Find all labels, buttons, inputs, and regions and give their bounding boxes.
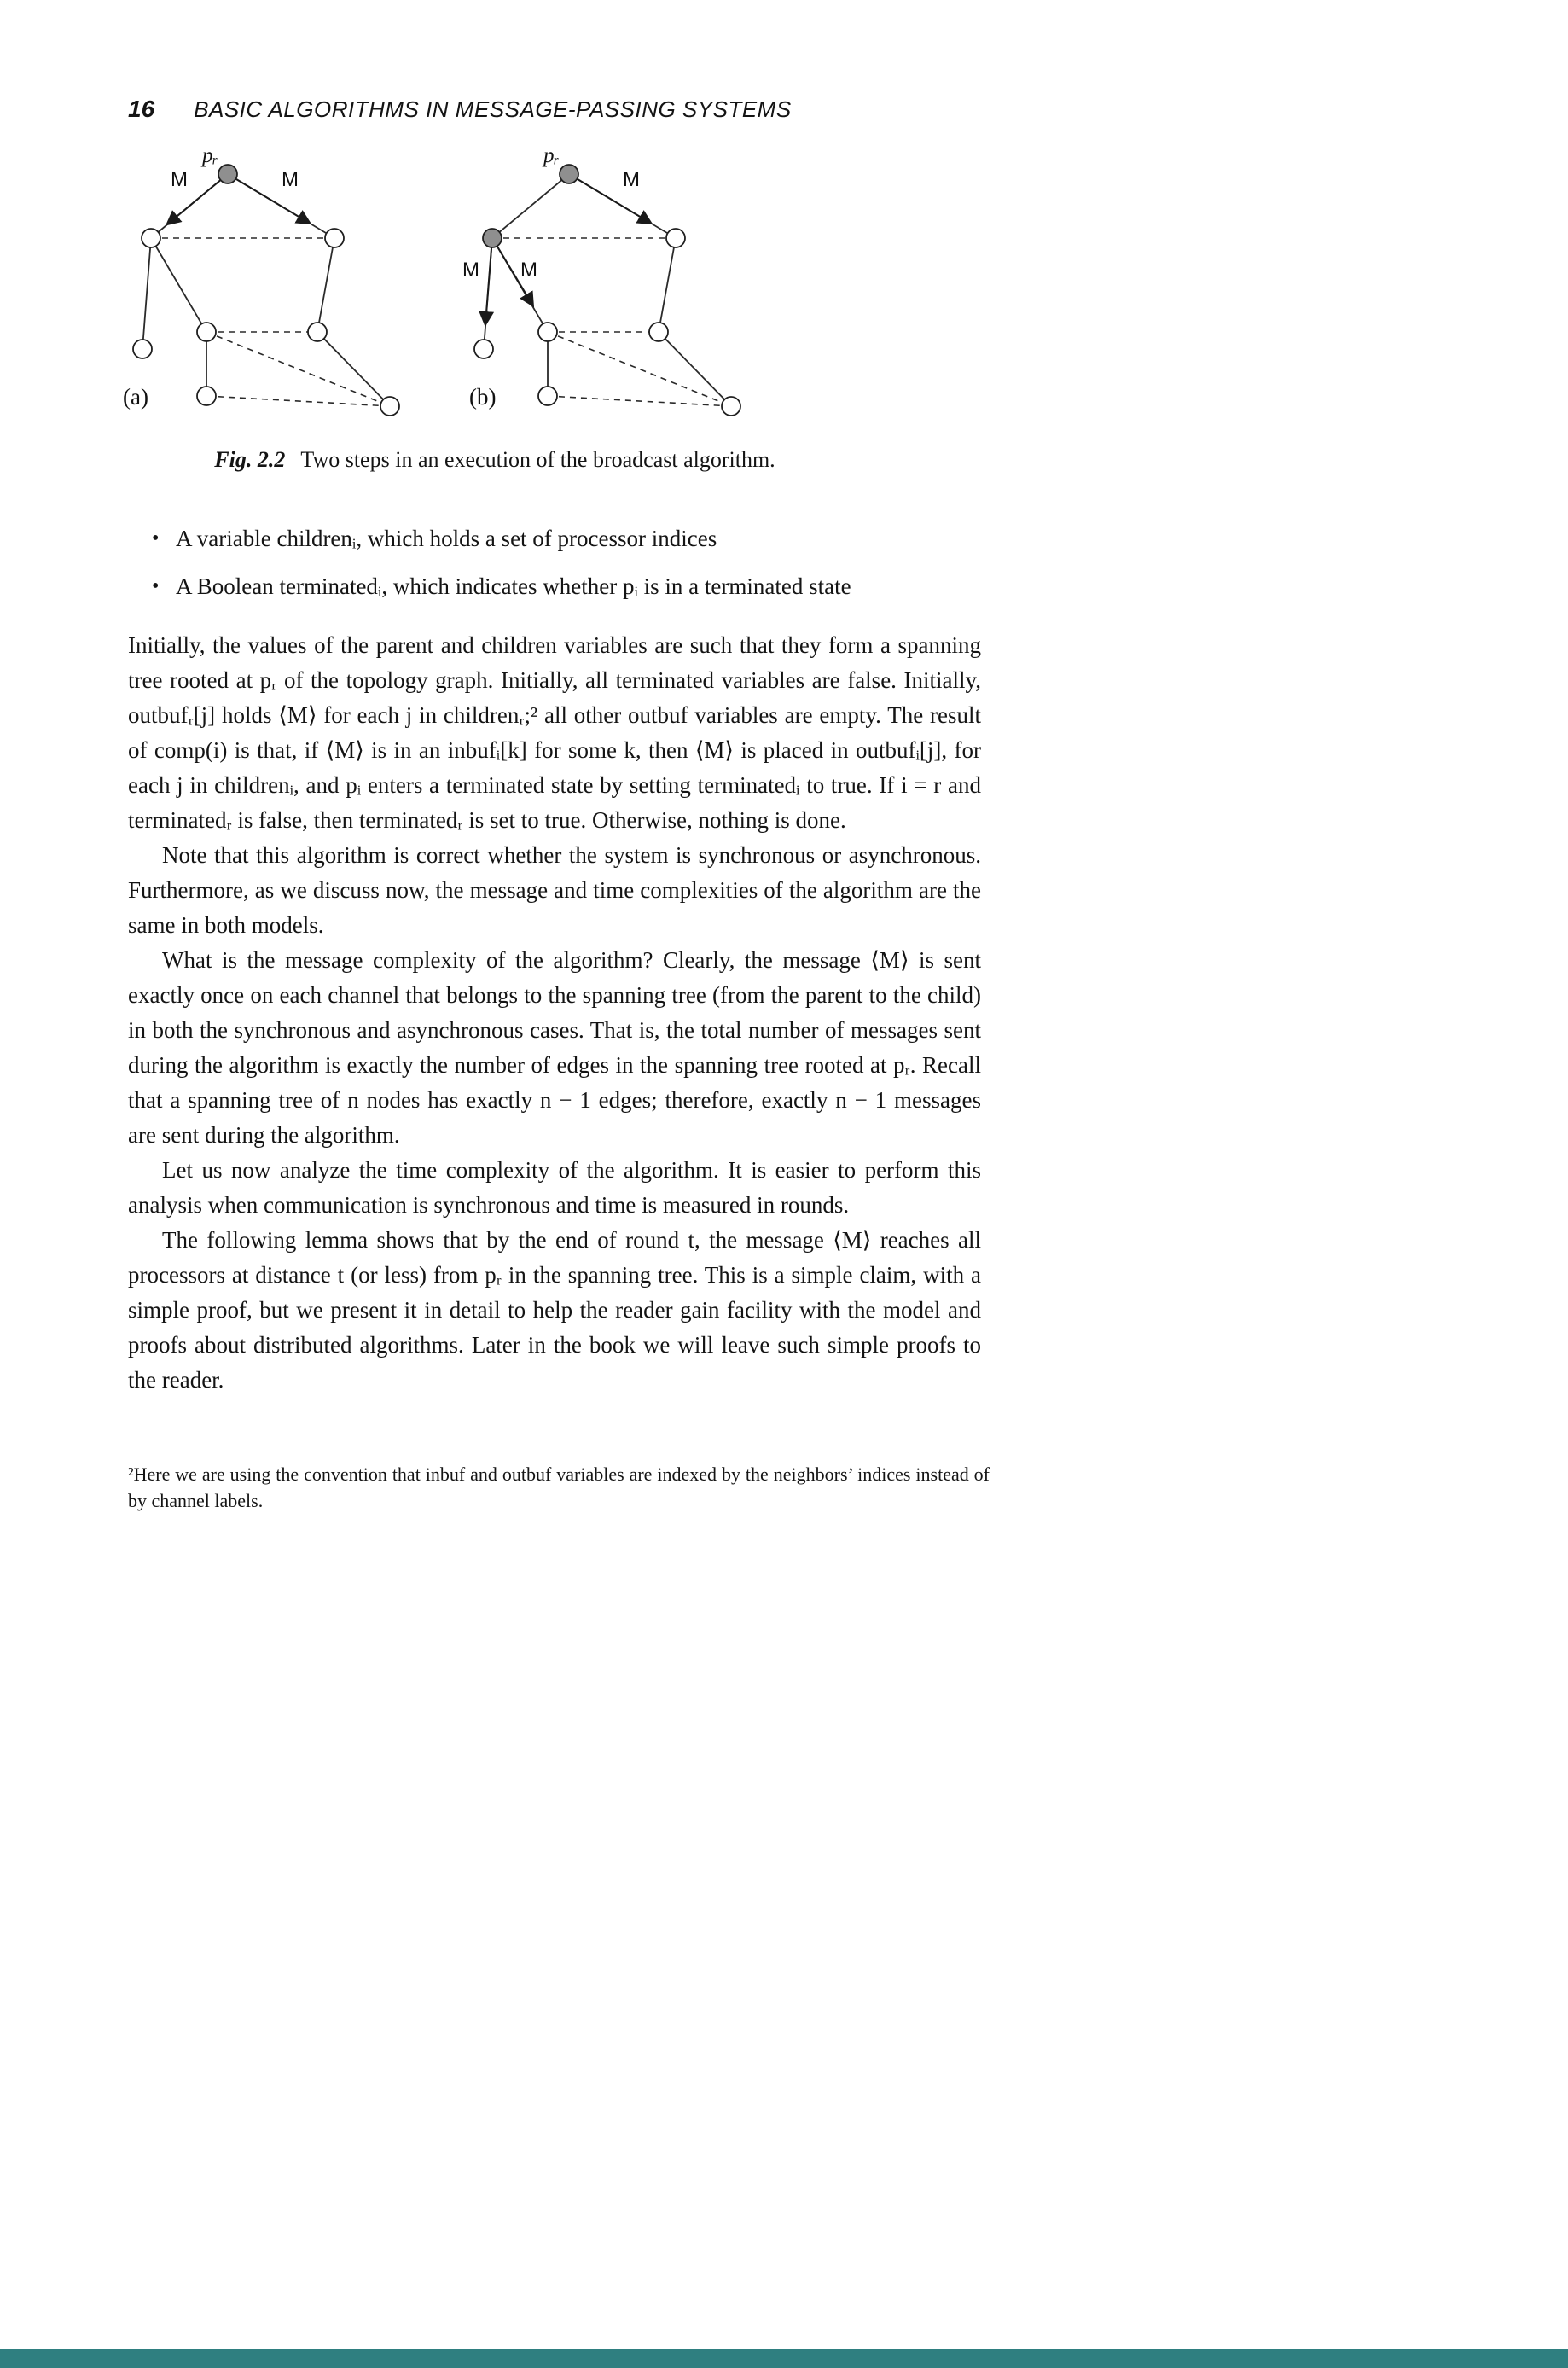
tree-edge xyxy=(317,238,334,332)
tree-edge xyxy=(151,238,206,332)
page-number: 16 xyxy=(128,96,155,122)
message-label: M xyxy=(462,259,479,282)
root-label: pᵣ xyxy=(543,147,560,167)
node-left-leaf xyxy=(133,340,152,358)
caption-label: Fig. 2.2 xyxy=(214,447,286,472)
tree-edge xyxy=(492,174,569,238)
node-root xyxy=(560,165,578,183)
running-title: BASIC ALGORITHMS IN MESSAGE-PASSING SYSTEMS xyxy=(194,96,792,122)
non-tree-edge xyxy=(206,396,390,406)
figure-caption xyxy=(128,447,862,473)
running-header xyxy=(128,96,981,123)
node-mid xyxy=(197,323,216,341)
body-text xyxy=(128,628,981,1398)
node-bottom-center xyxy=(197,387,216,405)
caption-text: Two steps in an execution of the broadcast algorithm. xyxy=(300,447,775,472)
node-root xyxy=(218,165,237,183)
footnote: ²Here we are using the convention that inbuf and outbuf variables are indexed by the neighbors’ indices instead of by channel labels. xyxy=(128,1463,990,1511)
node-bottom-right xyxy=(722,397,740,416)
tree-edge xyxy=(659,332,731,406)
non-tree-edge xyxy=(206,332,390,406)
body-paragraph: Initially, the values of the parent and children variables are such that they form a spanning tree rooted at pᵣ of the topology graph. Initially, all terminated variables are false. Initially, outbufᵣ[j] holds ⟨M⟩ for each j in childrenᵣ;² all other outbuf variables are empty. The result of comp(i) is that, if ⟨M⟩ is in an inbufᵢ[k] for some k, then ⟨M⟩ is placed in outbufᵢ[j], for each j in childrenᵢ, and pᵢ enters a terminated state by setting terminatedᵢ to true. If i = r and terminatedᵣ is false, then terminatedᵣ is set to true. Otherwise, nothing is done. xyxy=(128,632,981,833)
tree-edge xyxy=(317,332,390,406)
node-right-child xyxy=(666,229,685,247)
message-label: M xyxy=(171,168,188,191)
message-label: M xyxy=(520,259,537,282)
node-right-mid xyxy=(649,323,668,341)
node-bottom-right xyxy=(380,397,399,416)
node-left-child xyxy=(142,229,160,247)
page-content xyxy=(123,96,990,1514)
message-arrow xyxy=(485,238,492,323)
root-label: pᵣ xyxy=(202,147,218,167)
bullet-text: A Boolean terminatedᵢ, which indicates whether pᵢ is in a terminated state xyxy=(176,573,851,599)
bullet-marker: • xyxy=(152,575,160,597)
message-label: M xyxy=(282,168,299,191)
body-paragraph: The following lemma shows that by the end of round t, the message ⟨M⟩ reaches all processors at distance t (or less) from pᵣ in the spanning tree. This is a simple claim, with a simple proof, but we present it in detail to help the reader gain facility with the model and proofs about distributed algorithms. Later in the book we will leave such simple proofs to the reader. xyxy=(128,1227,981,1393)
tree-edge xyxy=(659,238,676,332)
node-left-leaf xyxy=(474,340,493,358)
node-bottom-center xyxy=(538,387,557,405)
footer-bar xyxy=(0,2349,1568,2368)
message-label: M xyxy=(623,168,640,191)
bullet-item xyxy=(128,522,981,555)
bullet-list xyxy=(128,522,981,602)
body-paragraph: Note that this algorithm is correct whether the system is synchronous or asynchronous. Furthermore, as we discuss now, the message and time complexities of the algorithm are the same in both models. xyxy=(128,842,981,938)
body-paragraph: Let us now analyze the time complexity of the algorithm. It is easier to perform this analysis when communication is synchronous and time is measured in rounds. xyxy=(128,1157,981,1218)
figure-diagram-b xyxy=(462,147,761,428)
non-tree-edge xyxy=(548,396,731,406)
non-tree-edge xyxy=(548,332,731,406)
bullet-item xyxy=(128,570,981,602)
figure xyxy=(123,143,981,437)
node-mid xyxy=(538,323,557,341)
node-right-child xyxy=(325,229,344,247)
node-right-mid xyxy=(308,323,327,341)
subfigure-b-label: (b) xyxy=(469,384,497,410)
body-paragraph: What is the message complexity of the algorithm? Clearly, the message ⟨M⟩ is sent exactly once on each channel that belongs to the spanning tree (from the parent to the child) in both the synchronous and asynchronous cases. That is, the total number of messages sent during the algorithm is exactly the number of edges in the spanning tree rooted at pᵣ. Recall that a spanning tree of n nodes has exactly n − 1 edges; therefore, exactly n − 1 messages are sent during the algorithm. xyxy=(128,947,981,1148)
node-left-child xyxy=(483,229,502,247)
subfigure-a-label: (a) xyxy=(123,384,148,410)
bullet-text: A variable childrenᵢ, which holds a set of processor indices xyxy=(176,526,717,551)
bullet-marker: • xyxy=(152,527,160,550)
figure-diagram-a xyxy=(121,147,420,428)
tree-edge xyxy=(142,238,151,349)
